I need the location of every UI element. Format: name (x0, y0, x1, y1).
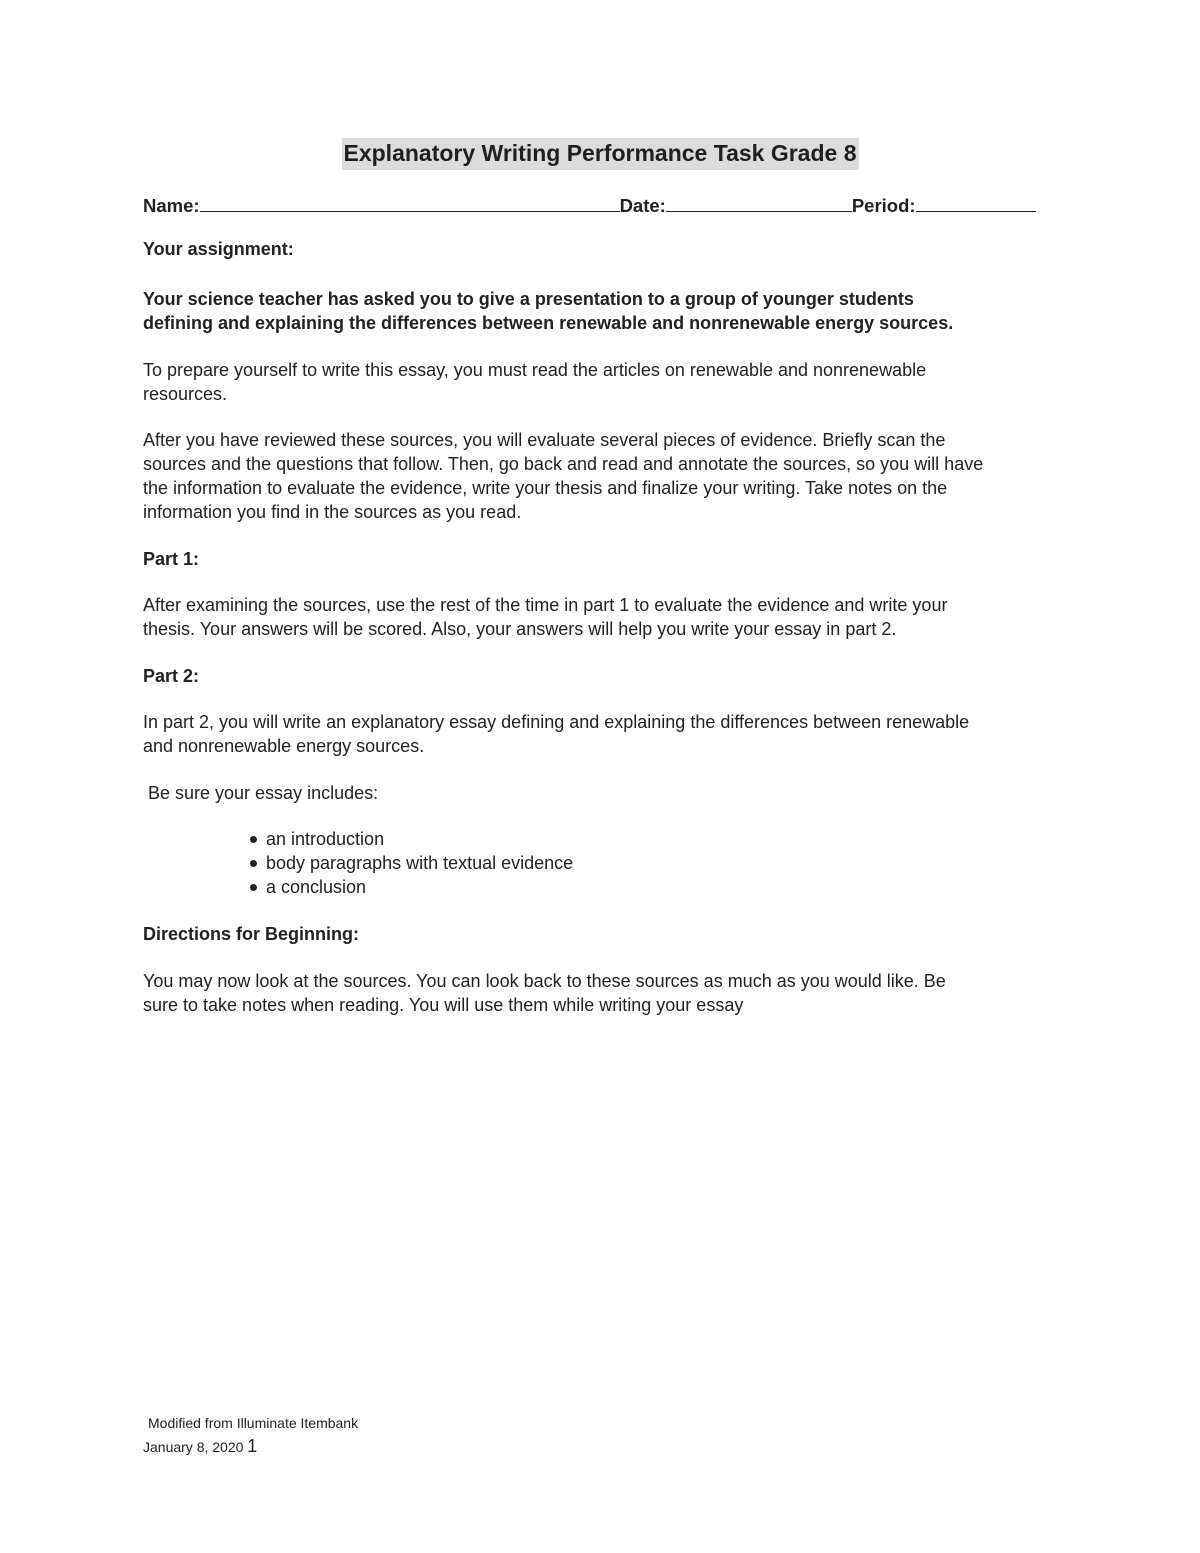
paragraph-line: In part 2, you will write an explanatory essay defining and explaining the differences between renewable (143, 712, 970, 732)
bullet-icon (250, 836, 257, 843)
date-blank-line (666, 192, 852, 212)
paragraph-line: resources. (143, 384, 228, 404)
assignment-heading: Your assignment: (143, 239, 294, 259)
bullet-icon (250, 860, 257, 867)
directions-heading: Directions for Beginning: (143, 924, 359, 944)
name-label: Name: (143, 195, 200, 216)
assignment-prompt-line: defining and explaining the differences between renewable and nonrenewable energy sources. (143, 313, 954, 333)
name-blank-line (200, 192, 620, 212)
date-label: Date: (619, 195, 666, 216)
footer-date: January 8, 2020 (143, 1439, 244, 1455)
part2-heading: Part 2: (143, 666, 200, 686)
page-title: Explanatory Writing Performance Task Grade 8 (342, 138, 859, 170)
student-info-fields (143, 192, 1036, 217)
paragraph-line: the information to evaluate the evidence, write your thesis and finalize your writing. Take notes on the (143, 478, 948, 498)
bullet-icon (250, 884, 257, 891)
title-container (0, 138, 1200, 170)
page-number: 1 (247, 1436, 258, 1456)
includes-intro: Be sure your essay includes: (148, 783, 379, 803)
essay-requirements-list (248, 827, 573, 899)
paragraph-line: sources and the questions that follow. Then, go back and read and annotate the sources, so you will have (143, 454, 984, 474)
assignment-prompt (143, 287, 1063, 335)
paragraph-line: After examining the sources, use the rest of the time in part 1 to evaluate the evidence and write your (143, 595, 948, 615)
review-paragraph (143, 428, 1063, 524)
paragraph-line: To prepare yourself to write this essay, you must read the articles on renewable and nonrenewable (143, 360, 927, 380)
part1-paragraph (143, 593, 1063, 641)
assignment-prompt-line: Your science teacher has asked you to give a presentation to a group of younger students (143, 289, 914, 309)
directions-paragraph (143, 969, 1063, 1017)
period-label: Period: (851, 195, 916, 216)
footer-date-line (143, 1436, 257, 1457)
paragraph-line: You may now look at the sources. You can look back to these sources as much as you would like. Be (143, 971, 946, 991)
paragraph-line: information you find in the sources as you read. (143, 502, 522, 522)
part2-paragraph (143, 710, 1063, 758)
prepare-paragraph (143, 358, 1063, 406)
paragraph-line: sure to take notes when reading. You will use them while writing your essay (143, 995, 744, 1015)
list-item: body paragraphs with textual evidence (248, 851, 573, 875)
footer-source-note: Modified from Illuminate Itembank (148, 1415, 359, 1431)
list-item: an introduction (248, 827, 573, 851)
paragraph-line: and nonrenewable energy sources. (143, 736, 425, 756)
paragraph-line: thesis. Your answers will be scored. Also, your answers will help you write your essay in part 2. (143, 619, 897, 639)
part1-heading: Part 1: (143, 549, 200, 569)
paragraph-line: After you have reviewed these sources, you will evaluate several pieces of evidence. Briefly scan the (143, 430, 946, 450)
list-item: a conclusion (248, 875, 573, 899)
period-blank-line (916, 192, 1036, 212)
